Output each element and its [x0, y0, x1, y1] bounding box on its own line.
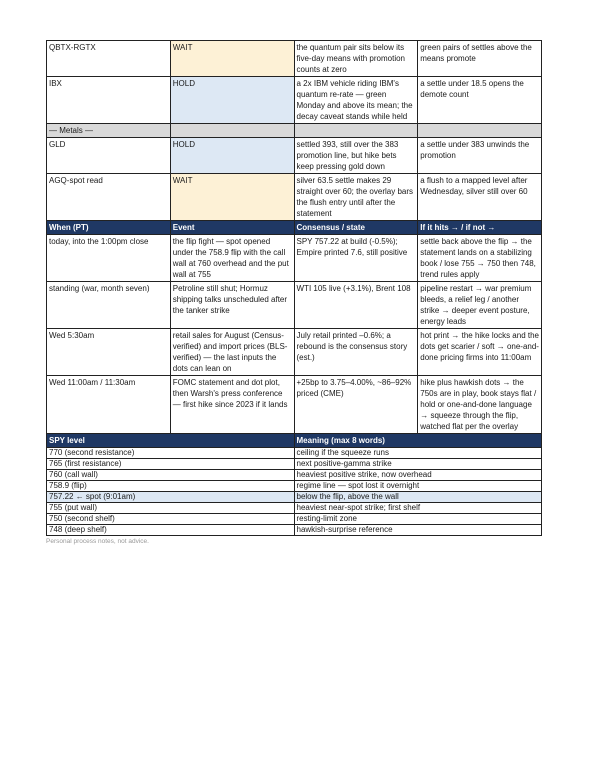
- outcome-cell: hot print → the hike locks and the dots get scarier / soft → one-and-done pricing firms into 11:00am: [418, 329, 542, 376]
- level-cell: 770 (second resistance): [47, 448, 295, 459]
- notes-page: [46, 40, 542, 546]
- when-cell: today, into the 1:00pm close: [47, 235, 171, 282]
- col-header-consensus: Consensus / state: [294, 221, 418, 235]
- consensus-cell: WTI 105 live (+3.1%), Brent 108: [294, 282, 418, 329]
- event-cell: retail sales for August (Census-verified) and import prices (BLS-verified) — the last inputs the dots can lean on: [170, 329, 294, 376]
- trigger-cell: a settle under 18.5 opens the demote count: [418, 77, 542, 124]
- status-cell: WAIT: [170, 174, 294, 221]
- rationale-cell: settled 393, still over the 383 promotion line, but hike bets keep pressing gold down: [294, 138, 418, 174]
- trigger-cell: a settle under 383 unwinds the promotion: [418, 138, 542, 174]
- meaning-cell: ceiling if the squeeze runs: [294, 448, 542, 459]
- level-row: [47, 459, 542, 470]
- status-cell: HOLD: [170, 77, 294, 124]
- ticker-cell: IBX: [47, 77, 171, 124]
- rationale-cell: a 2x IBM vehicle riding IBM's quantum re-rate — green Monday and above its mean; the decay caveat stands while held: [294, 77, 418, 124]
- levels-header-row: [47, 434, 542, 448]
- status-cell: HOLD: [170, 138, 294, 174]
- level-row: [47, 525, 542, 536]
- level-cell: 755 (put wall): [47, 503, 295, 514]
- level-row: [47, 448, 542, 459]
- ticker-cell: AGQ-spot read: [47, 174, 171, 221]
- col-header-when: When (PT): [47, 221, 171, 235]
- when-cell: standing (war, month seven): [47, 282, 171, 329]
- event-cell: FOMC statement and dot plot, then Warsh's press conference — first hike since 2023 if it lands: [170, 376, 294, 434]
- event-cell: Petroline still shut; Hormuz shipping talks unscheduled after the tanker strike: [170, 282, 294, 329]
- footer-note: Personal process notes, not advice.: [46, 538, 149, 545]
- event-row: [47, 282, 542, 329]
- meaning-cell: hawkish-surprise reference: [294, 525, 542, 536]
- trigger-cell: a flush to a mapped level after Wednesday, silver still over 60: [418, 174, 542, 221]
- level-row-spot: [47, 492, 542, 503]
- level-cell: 760 (call wall): [47, 470, 295, 481]
- level-cell: 748 (deep shelf): [47, 525, 295, 536]
- when-cell: Wed 5:30am: [47, 329, 171, 376]
- col-header-spy-level: SPY level: [47, 434, 295, 448]
- meaning-cell: next positive-gamma strike: [294, 459, 542, 470]
- status-cell: WAIT: [170, 41, 294, 77]
- meaning-cell: resting-limit zone: [294, 514, 542, 525]
- event-row: [47, 235, 542, 282]
- col-header-event: Event: [170, 221, 294, 235]
- event-cell: the flip fight — spot opened under the 758.9 flip with the call wall at 760 overhead and the put wall at 755: [170, 235, 294, 282]
- event-row: [47, 376, 542, 434]
- level-cell: 765 (first resistance): [47, 459, 295, 470]
- table-row: [47, 138, 542, 174]
- consensus-cell: July retail printed –0.6%; a rebound is the consensus story (est.): [294, 329, 418, 376]
- section-label: — Metals —: [47, 124, 171, 138]
- rationale-cell: the quantum pair sits below its five-day means with promotion counts at zero: [294, 41, 418, 77]
- level-row: [47, 470, 542, 481]
- level-cell: 750 (second shelf): [47, 514, 295, 525]
- consensus-cell: +25bp to 3.75–4.00%, ~86–92% priced (CME): [294, 376, 418, 434]
- section-row-metals: [47, 124, 542, 138]
- meaning-cell: heaviest near-spot strike; first shelf: [294, 503, 542, 514]
- level-row: [47, 481, 542, 492]
- meaning-cell: heaviest positive strike, now overhead: [294, 470, 542, 481]
- outcome-cell: settle back above the flip → the statement lands on a stabilizing book / lose 755 → 750 then 748, trend rules apply: [418, 235, 542, 282]
- level-row: [47, 514, 542, 525]
- ticker-cell: GLD: [47, 138, 171, 174]
- col-header-outcome: If it hits → / if not →: [418, 221, 542, 235]
- table-row: [47, 77, 542, 124]
- level-cell: 757.22 ← spot (9:01am): [47, 492, 295, 503]
- col-header-meaning: Meaning (max 8 words): [294, 434, 542, 448]
- level-row: [47, 503, 542, 514]
- rationale-cell: silver 63.5 settle makes 29 straight over 60; the overlay bars the flush entry until after the statement: [294, 174, 418, 221]
- table-row: [47, 174, 542, 221]
- when-cell: Wed 11:00am / 11:30am: [47, 376, 171, 434]
- ticker-cell: QBTX-RGTX: [47, 41, 171, 77]
- consensus-cell: SPY 757.22 at build (-0.5%); Empire printed 7.6, still positive: [294, 235, 418, 282]
- meaning-cell: regime line — spot lost it overnight: [294, 481, 542, 492]
- table-row: [47, 41, 542, 77]
- outcome-cell: pipeline restart → war premium bleeds, a relief leg / another strike → deeper event posture, energy leads: [418, 282, 542, 329]
- outcome-cell: hike plus hawkish dots → the 750s are in play, book stays flat / hold or one-and-done language → squeeze through the flip, watched flat per the overlay: [418, 376, 542, 434]
- trigger-cell: green pairs of settles above the means promote: [418, 41, 542, 77]
- level-cell: 758.9 (flip): [47, 481, 295, 492]
- meaning-cell: below the flip, above the wall: [294, 492, 542, 503]
- event-row: [47, 329, 542, 376]
- events-header-row: [47, 221, 542, 235]
- watchlist-table: [46, 40, 542, 536]
